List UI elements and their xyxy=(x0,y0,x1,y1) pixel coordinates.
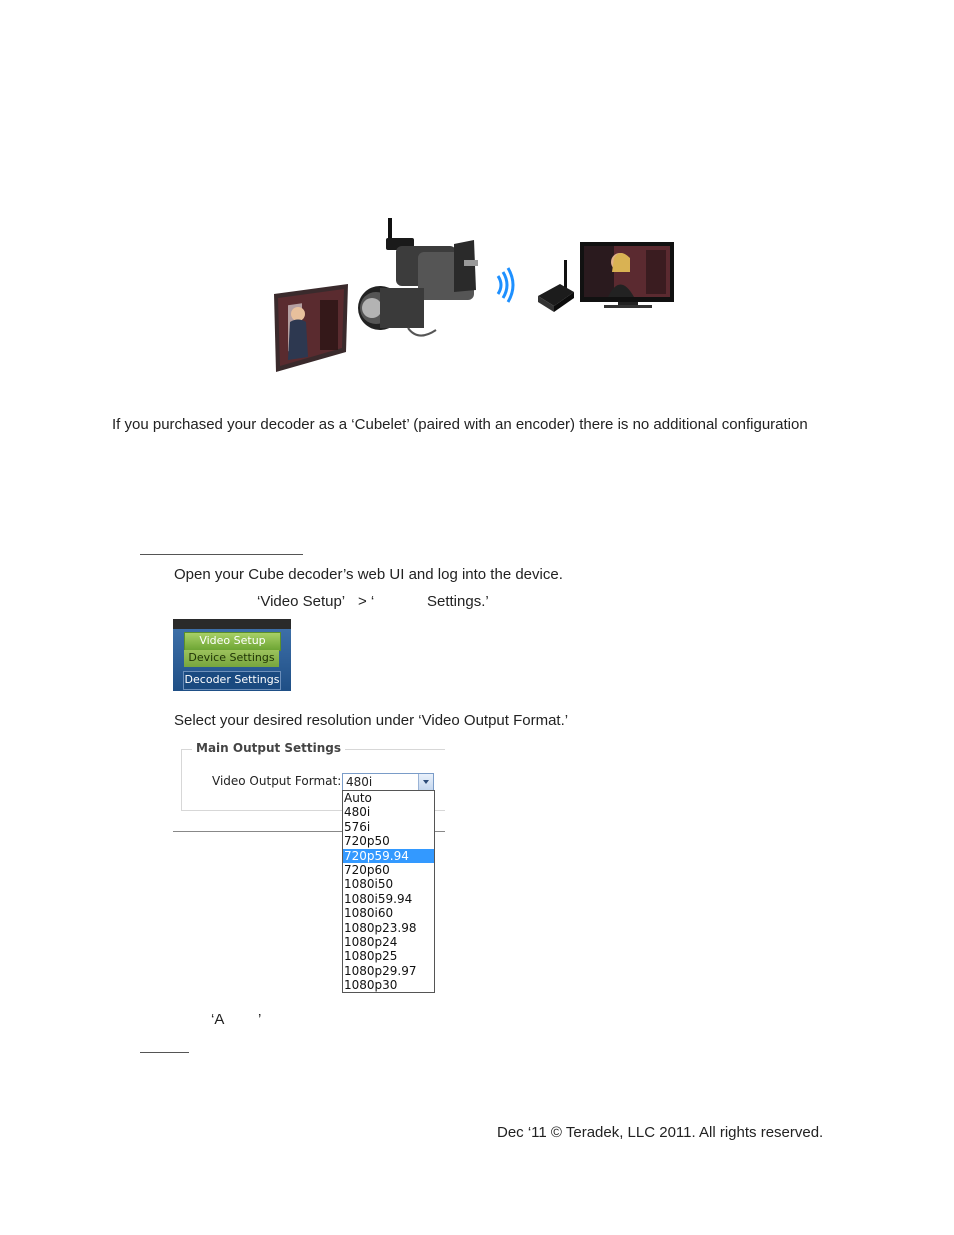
footer-copyright: Dec ‘11 © Teradek, LLC 2011. All rights reserved. xyxy=(497,1124,824,1141)
dropdown-option[interactable]: 1080i60 xyxy=(344,906,394,921)
wireless-signal-icon xyxy=(498,268,513,302)
step-apply-fragment: ‘A xyxy=(211,1011,225,1028)
step-open-web-ui: Open your Cube decoder’s web UI and log into the device. xyxy=(174,566,563,583)
fieldset-legend: Main Output Settings xyxy=(192,741,345,755)
source-picture xyxy=(274,284,348,372)
step-apply-fragment-end: ’ xyxy=(258,1011,262,1028)
menu-item-video-setup[interactable]: Video Setup xyxy=(184,632,281,651)
television-icon xyxy=(580,242,674,308)
dropdown-option[interactable]: 576i xyxy=(344,819,371,834)
video-output-format-label: Video Output Format: xyxy=(212,774,342,788)
step-settings-path: Settings.’ xyxy=(427,593,489,610)
dropdown-option[interactable]: 720p50 xyxy=(344,834,390,849)
step-path-separator: > ‘ xyxy=(358,593,375,610)
dropdown-option[interactable]: 480i xyxy=(344,805,371,820)
dropdown-option[interactable]: 1080p30 xyxy=(344,978,398,993)
video-output-format-select[interactable] xyxy=(342,773,434,791)
video-output-format-dropdown[interactable] xyxy=(342,790,435,993)
dropdown-option[interactable]: 1080i50 xyxy=(344,877,394,892)
step-select-resolution: Select your desired resolution under ‘Video Output Format.’ xyxy=(174,712,569,729)
camera-icon xyxy=(358,218,478,336)
dropdown-option-highlighted[interactable]: 720p59.94 xyxy=(343,849,434,863)
dropdown-option[interactable]: 1080p25 xyxy=(344,949,398,964)
chevron-down-icon[interactable] xyxy=(418,774,433,790)
dropdown-option[interactable]: 1080p29.97 xyxy=(344,963,417,978)
dropdown-option[interactable]: Auto xyxy=(344,791,372,805)
dropdown-option[interactable]: 1080i59.94 xyxy=(344,891,413,906)
cube-workflow-illustration xyxy=(268,212,680,380)
dropdown-option[interactable]: 1080p24 xyxy=(344,934,398,949)
settings-menu xyxy=(173,619,291,691)
menu-item-decoder-settings[interactable]: Decoder Settings xyxy=(183,671,281,690)
intro-paragraph: If you purchased your decoder as a ‘Cubelet’ (paired with an encoder) there is no additional configuration xyxy=(112,416,808,433)
decoder-icon xyxy=(538,260,574,312)
section-underline xyxy=(140,554,303,555)
menu-item-device-settings[interactable]: Device Settings xyxy=(184,650,279,667)
section-underline-short xyxy=(140,1052,189,1053)
step-video-setup-path: ‘Video Setup’ xyxy=(257,593,346,610)
select-current-value: 480i xyxy=(346,775,373,789)
dropdown-option[interactable]: 1080p23.98 xyxy=(344,920,417,935)
dropdown-option[interactable]: 720p60 xyxy=(344,862,390,877)
